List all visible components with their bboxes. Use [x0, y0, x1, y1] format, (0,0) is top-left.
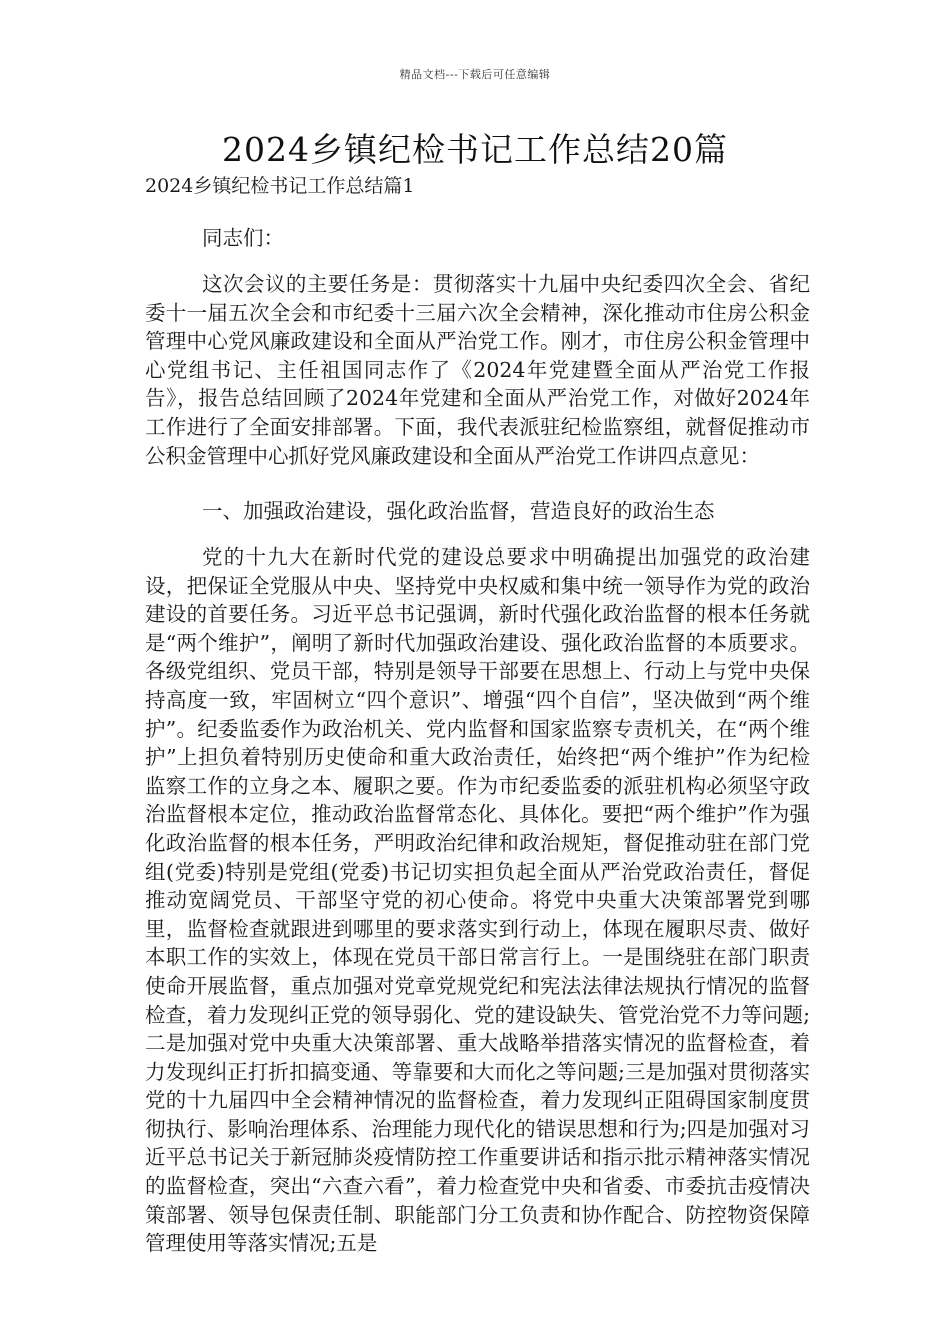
header-note: 精品文档---下载后可任意编辑	[399, 68, 551, 81]
salutation: 同志们：	[202, 226, 284, 250]
document-title: 2024乡镇纪检书记工作总结20篇	[222, 130, 728, 169]
paragraph-intro: 这次会议的主要任务是：贯彻落实十九届中央纪委四次全会、省纪委十一届五次全会和市纪委十三届六次全会精神，深化推动市住房公积金管理中心党风廉政建设和全面从严治党工作。刚才，市住房公积金管理中心党组书记、主任祖国同志作了《2024年党建暨全面从严治党工作报告》，报告总结回顾了2024年党建和全面从严治党工作，对做好2024年工作进行了全面安排部署。下面，我代表派驻纪检监察组，就督促推动市公积金管理中心抓好党风廉政建设和全面从严治党工作讲四点意见：	[145, 272, 810, 468]
section-subtitle: 2024乡镇纪检书记工作总结篇1	[145, 175, 415, 197]
paragraph-body: 党的十九大在新时代党的建设总要求中明确提出加强党的政治建设，把保证全党服从中央、坚持党中央权威和集中统一领导作为党的政治建设的首要任务。习近平总书记强调，新时代强化政治监督的根本任务就是“两个维护”，阐明了新时代加强政治建设、强化政治监督的本质要求。各级党组织、党员干部，特别是领导干部要在思想上、行动上与党中央保持高度一致，牢固树立“四个意识”、增强“四个自信”，坚决做到“两个维护”。纪委监委作为政治机关、党内监督和国家监察专责机关，在“两个维护”上担负着特别历史使命和重大政治责任，始终把“两个维护”作为纪检监察工作的立身之本、履职之要。作为市纪委监委的派驻机构必须坚守政治监督根本定位，推动政治监督常态化、具体化。要把“两个维护”作为强化政治监督的根本任务，严明政治纪律和政治规矩，督促推动驻在部门党组(党委)特别是党组(党委)书记切实担负起全面从严治党政治责任，督促推动宽阔党员、干部坚守党的初心使命。将党中央重大决策部署党到哪里，监督检查就跟进到哪里的要求落实到行动上，体现在履职尽责、做好本职工作的实效上，体现在党员干部日常言行上。一是围绕驻在部门职责使命开展监督，重点加强对党章党规党纪和宪法法律法规执行情况的监督检查，着力发现纠正党的领导弱化、党的建设缺失、管党治党不力等问题;二是加强对党中央重大决策部署、重大战略举措落实情况的监督检查，着力发现纠正打折扣搞变通、等靠要和大而化之等问题;三是加强对贯彻落实党的十九届四中全会精神情况的监督检查，着力发现纠正阻碍国家制度贯彻执行、影响治理体系、治理能力现代化的错误思想和行为;四是加强对习近平总书记关于新冠肺炎疫情防控工作重要讲话和指示批示精神落实情况的监督检查，突出“六查六看”，着力检查党中央和省委、市委抗击疫情决策部署、领导包保责任制、职能部门分工负责和协作配合、防控物资保障管理使用等落实情况;五是	[145, 545, 810, 1256]
section-heading: 一、加强政治建设，强化政治监督，营造良好的政治生态	[202, 499, 715, 523]
